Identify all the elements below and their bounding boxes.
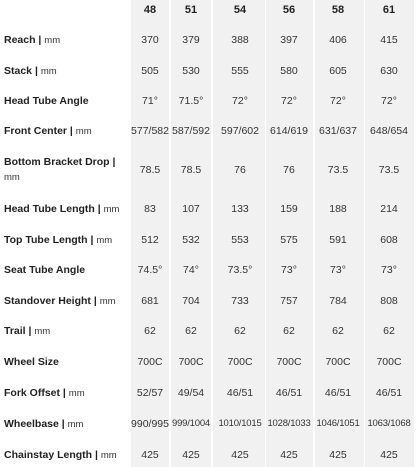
size-header: 48 xyxy=(143,4,157,16)
row-label xyxy=(4,155,116,185)
row-label-name: Front Center xyxy=(4,124,67,137)
row-label-unit: mm xyxy=(4,172,20,183)
row-label-separator: | xyxy=(35,33,45,46)
row-label-name: Reach xyxy=(4,33,36,46)
value-cell: 73.5 xyxy=(378,164,400,176)
row-label xyxy=(4,233,128,248)
row-label xyxy=(4,202,128,217)
value-cell: 370 xyxy=(141,34,159,46)
row-label xyxy=(4,64,128,79)
row-label-name: Seat Tube Angle xyxy=(4,263,86,276)
row-label-name: Trail xyxy=(4,324,26,337)
row-label-unit: mm xyxy=(75,125,92,137)
value-cell: 62 xyxy=(234,325,246,337)
row-label-separator: | xyxy=(58,417,68,430)
value-cell: 704 xyxy=(182,295,200,307)
value-cell: 72° xyxy=(232,95,248,107)
value-cell: 614/619 xyxy=(270,125,308,137)
value-cell: 1010/1015 xyxy=(218,418,262,429)
value-cell: 1028/1033 xyxy=(267,418,311,429)
value-cell: 71.5° xyxy=(178,95,204,107)
value-cell: 188 xyxy=(329,203,347,215)
size-header: 56 xyxy=(282,4,296,16)
value-cell: 591 xyxy=(329,234,347,246)
row-label-unit: mm xyxy=(67,418,84,430)
value-cell: 46/51 xyxy=(324,387,352,399)
row-label-separator: | xyxy=(32,64,41,77)
value-cell: 784 xyxy=(329,295,347,307)
row-label-unit: mm xyxy=(44,34,61,46)
value-cell: 555 xyxy=(231,65,249,77)
value-cell: 73° xyxy=(381,264,397,276)
row-label-name: Wheelbase xyxy=(4,417,59,430)
row-label-separator: | xyxy=(92,448,101,461)
value-cell: 700C xyxy=(376,356,402,368)
row-label-name: Standover Height xyxy=(4,294,91,307)
row-label xyxy=(4,124,128,139)
row-label xyxy=(4,33,128,48)
row-label-separator: | xyxy=(60,386,69,399)
row-label-name: Head Tube Angle xyxy=(4,94,89,107)
size-header: 54 xyxy=(233,4,247,16)
value-cell: 72° xyxy=(381,95,397,107)
value-cell: 107 xyxy=(182,203,200,215)
value-cell: 512 xyxy=(141,234,159,246)
value-cell: 379 xyxy=(182,34,200,46)
value-cell: 73° xyxy=(330,264,346,276)
value-cell: 46/51 xyxy=(226,387,254,399)
row-label-separator: | xyxy=(109,156,116,168)
row-label xyxy=(4,417,128,432)
row-label-unit: mm xyxy=(99,295,116,307)
value-cell: 990/995 xyxy=(131,418,169,430)
value-cell: 553 xyxy=(231,234,249,246)
value-cell: 72° xyxy=(330,95,346,107)
value-cell: 62 xyxy=(332,325,344,337)
value-cell: 425 xyxy=(141,449,159,461)
row-label-separator: | xyxy=(94,202,104,215)
value-cell: 73.5 xyxy=(327,164,349,176)
value-cell: 46/51 xyxy=(275,387,303,399)
row-label-name: Wheel Size xyxy=(4,355,59,368)
row-label-separator: | xyxy=(90,294,100,307)
row-label-unit: mm xyxy=(103,203,120,215)
value-cell: 1046/1051 xyxy=(316,418,360,429)
value-cell: 76 xyxy=(234,164,246,176)
value-cell: 46/51 xyxy=(375,387,403,399)
value-cell: 76 xyxy=(283,164,295,176)
value-cell: 74° xyxy=(183,264,199,276)
value-cell: 700C xyxy=(276,356,302,368)
row-label xyxy=(4,294,128,309)
value-cell: 505 xyxy=(141,65,159,77)
value-cell: 630 xyxy=(380,65,398,77)
value-cell: 808 xyxy=(380,295,398,307)
value-cell: 425 xyxy=(182,449,200,461)
value-cell: 415 xyxy=(380,34,398,46)
value-cell: 62 xyxy=(383,325,395,337)
value-cell: 700C xyxy=(325,356,351,368)
value-cell: 72° xyxy=(281,95,297,107)
value-cell: 681 xyxy=(141,295,159,307)
row-label xyxy=(4,355,128,370)
row-label-separator: | xyxy=(87,233,97,246)
row-label xyxy=(4,263,128,278)
size-header: 61 xyxy=(382,4,396,16)
value-cell: 406 xyxy=(329,34,347,46)
value-cell: 757 xyxy=(280,295,298,307)
value-cell: 587/592 xyxy=(172,125,210,137)
row-label-name: Head Tube Length xyxy=(4,202,95,215)
value-cell: 388 xyxy=(231,34,249,46)
value-cell: 397 xyxy=(280,34,298,46)
value-cell: 700C xyxy=(178,356,204,368)
value-cell: 78.5 xyxy=(180,164,202,176)
row-label xyxy=(4,324,128,339)
value-cell: 425 xyxy=(329,449,347,461)
value-cell: 49/54 xyxy=(177,387,205,399)
value-cell: 52/57 xyxy=(136,387,164,399)
row-label-unit: mm xyxy=(100,449,117,461)
value-cell: 700C xyxy=(227,356,253,368)
row-label xyxy=(4,448,128,463)
value-cell: 73.5° xyxy=(227,264,253,276)
value-cell: 631/637 xyxy=(319,125,357,137)
row-label xyxy=(4,386,128,401)
value-cell: 62 xyxy=(185,325,197,337)
value-cell: 648/654 xyxy=(370,125,408,137)
value-cell: 159 xyxy=(280,203,298,215)
value-cell: 425 xyxy=(231,449,249,461)
row-label-name: Top Tube Length xyxy=(4,233,88,246)
row-label xyxy=(4,94,128,109)
value-cell: 605 xyxy=(329,65,347,77)
row-label-unit: mm xyxy=(40,65,57,77)
size-header: 51 xyxy=(184,4,198,16)
row-label-name: Fork Offset xyxy=(4,386,61,399)
value-cell: 577/582 xyxy=(131,125,169,137)
row-label-name: Stack xyxy=(4,64,33,77)
row-label-unit: mm xyxy=(34,325,51,337)
row-label-name: Bottom Bracket Drop xyxy=(4,156,110,168)
row-label-unit: mm xyxy=(68,387,85,399)
value-cell: 530 xyxy=(182,65,200,77)
value-cell: 580 xyxy=(280,65,298,77)
value-cell: 532 xyxy=(182,234,200,246)
value-cell: 575 xyxy=(280,234,298,246)
row-label-name: Chainstay Length xyxy=(4,448,93,461)
value-cell: 74.5° xyxy=(137,264,163,276)
value-cell: 73° xyxy=(281,264,297,276)
value-cell: 62 xyxy=(144,325,156,337)
value-cell: 425 xyxy=(380,449,398,461)
value-cell: 597/602 xyxy=(221,125,259,137)
size-header-row xyxy=(0,0,416,22)
value-cell: 71° xyxy=(142,95,158,107)
value-cell: 700C xyxy=(137,356,163,368)
value-cell: 733 xyxy=(231,295,249,307)
value-cell: 608 xyxy=(380,234,398,246)
size-header: 58 xyxy=(331,4,345,16)
value-cell: 425 xyxy=(280,449,298,461)
value-cell: 133 xyxy=(231,203,249,215)
value-cell: 62 xyxy=(283,325,295,337)
value-cell: 999/1004 xyxy=(171,418,211,429)
row-label-unit: mm xyxy=(96,234,113,246)
value-cell: 1063/1068 xyxy=(367,418,411,429)
value-cell: 83 xyxy=(144,203,156,215)
row-label-separator: | xyxy=(25,324,35,337)
row-label-separator: | xyxy=(67,124,76,137)
value-cell: 78.5 xyxy=(139,164,161,176)
value-cell: 214 xyxy=(380,203,398,215)
